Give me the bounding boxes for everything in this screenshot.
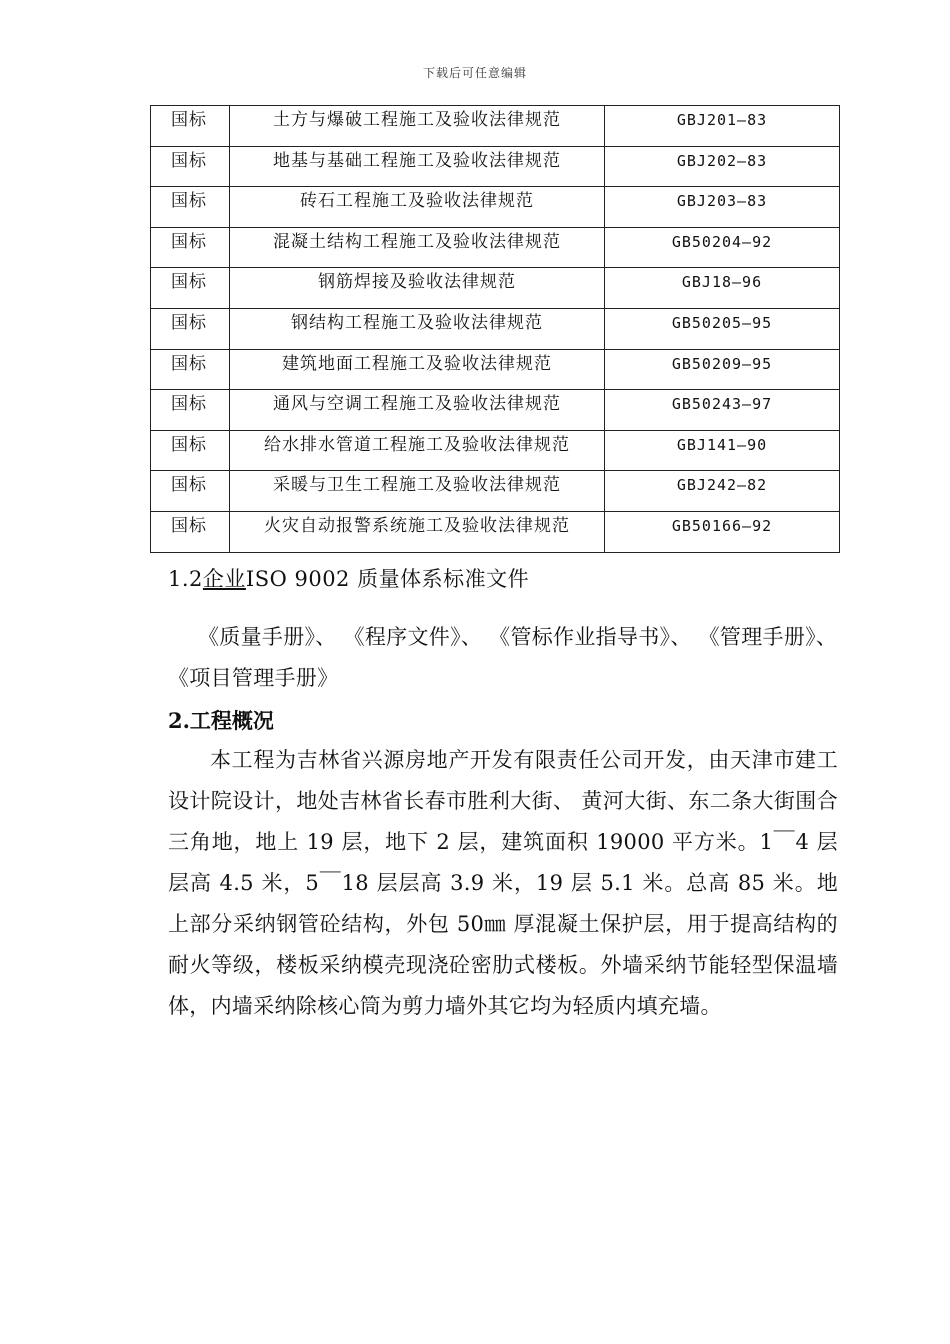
table-row [151,349,840,390]
section-2-title: 2.工程概况 [168,708,274,733]
table-row [151,146,840,187]
section-1-2-number: 1.2 [168,567,203,591]
standard-code-cell: GB50205—95 [605,308,840,349]
standard-code-cell: GB50243—97 [605,390,840,431]
standard-type-cell: 国标 [151,511,230,552]
table-row [151,471,840,512]
table-row [151,227,840,268]
standard-type-cell: 国标 [151,390,230,431]
standard-code-cell: GBJ242—82 [605,471,840,512]
standard-code-cell: GBJ141—90 [605,430,840,471]
standard-type-cell: 国标 [151,349,230,390]
standard-type-cell: 国标 [151,430,230,471]
section-1-2-title [168,565,529,593]
standard-type-cell: 国标 [151,146,230,187]
standard-name-cell: 砖石工程施工及验收法律规范 [230,187,605,228]
standard-type-cell: 国标 [151,187,230,228]
standard-type-cell: 国标 [151,106,230,147]
standard-code-cell: GBJ203—83 [605,187,840,228]
standard-name-cell: 地基与基础工程施工及验收法律规范 [230,146,605,187]
table-row [151,511,840,552]
standard-code-cell: GBJ18—96 [605,268,840,309]
standard-code-cell: GBJ202—83 [605,146,840,187]
standard-code-cell: GBJ201—83 [605,106,840,147]
documents-paragraph: 《质量手册》、 《程序文件》、 《管标作业指导书》、 《管理手册》、 《项目管理手册》 [168,625,838,690]
table-row [151,390,840,431]
standard-code-cell: GB50209—95 [605,349,840,390]
page-header-note: 下载后可任意编辑 [422,66,527,80]
standard-name-cell: 采暖与卫生工程施工及验收法律规范 [230,471,605,512]
standard-name-cell: 通风与空调工程施工及验收法律规范 [230,390,605,431]
section-1-2-rest: ISO 9002 质量体系标准文件 [245,567,530,591]
overview-paragraph: 本工程为吉林省兴源房地产开发有限责任公司开发，由天津市建工设计院设计，地处吉林省长春市胜利大街、 黄河大街、东二条大街围合三角地，地上 19 层，地下 2 层，建筑面积 19000 平方米。1￣4 层层高 4.5 米，5￣18 层层高 3.9 米，19 层 5.1 米。总高 85 米。地上部分采纳钢管砼结构，外包 50㎜ 厚混凝土保护层，用于提高结构的耐火等级，楼板采纳模壳现浇砼密肋式楼板。外墙采纳节能轻型保温墙体，内墙采纳除核心筒为剪力墙外其它均为轻质内填充墙。 [168,748,838,1018]
standard-name-cell: 土方与爆破工程施工及验收法律规范 [230,106,605,147]
standard-type-cell: 国标 [151,227,230,268]
table-row [151,308,840,349]
table-row [151,187,840,228]
table-row [151,106,840,147]
standard-name-cell: 给水排水管道工程施工及验收法律规范 [230,430,605,471]
standards-table-body [151,106,840,553]
standard-code-cell: GB50166—92 [605,511,840,552]
standard-name-cell: 建筑地面工程施工及验收法律规范 [230,349,605,390]
standard-name-cell: 混凝土结构工程施工及验收法律规范 [230,227,605,268]
table-row [151,430,840,471]
standard-name-cell: 钢筋焊接及验收法律规范 [230,268,605,309]
standard-type-cell: 国标 [151,471,230,512]
standard-code-cell: GB50204—92 [605,227,840,268]
standards-table [150,105,840,553]
table-row [151,268,840,309]
standard-type-cell: 国标 [151,268,230,309]
section-1-2-underlined: 企业 [202,567,246,591]
standard-name-cell: 钢结构工程施工及验收法律规范 [230,308,605,349]
standard-type-cell: 国标 [151,308,230,349]
standard-name-cell: 火灾自动报警系统施工及验收法律规范 [230,511,605,552]
